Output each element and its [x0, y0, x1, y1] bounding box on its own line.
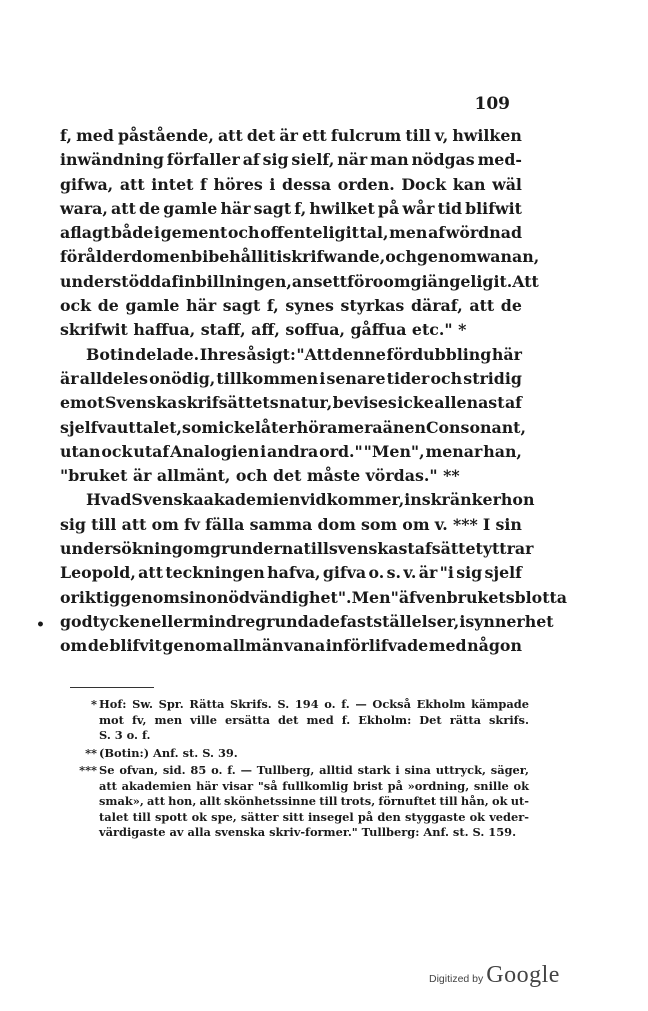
text-line: understödd af inbillningen, ansett för oomgiängeligit. Att: [60, 271, 539, 291]
text-line: godtycken eller mindre grundade fastställelser, i synnerhet: [60, 611, 554, 631]
text-line: sjelfva uttalet, som icke låter höra mera än en Consonant,: [60, 417, 526, 437]
footnote-line: att akademien här visar "så fullkomlig brist på »ordning, snille ok: [99, 778, 529, 793]
footnote-mark: *: [91, 697, 97, 711]
text-line: "bruket är allmänt, och det måste vördas." **: [60, 466, 460, 486]
footnote: [81, 763, 529, 841]
footnote-line: Hof: Sw. Spr. Rätta Skrifs. S. 194 o. f. — Också Ekholm kämpade: [99, 697, 529, 711]
text-line: sig till att om fv fälla samma dom som om v. *** I sin: [60, 514, 522, 534]
watermark-prefix: Digitized by: [429, 973, 484, 985]
footnote-line: smak», att hon, allt skönhetssinne till trots, förnuftet till hån, ok ut-: [99, 794, 529, 808]
text-line: oriktig genom sin onödvändighet". Men "äfven brukets blotta: [60, 587, 568, 607]
footnotes: [81, 697, 529, 841]
text-line: Leopold, att teckningen hafva, gifva o. s. v. är "i sig sjelf: [60, 563, 522, 583]
marginal-mark: •: [36, 617, 45, 633]
text-line: ock de gamle här sagt f, synes styrkas däraf, att de: [60, 296, 522, 316]
text-line: är alldeles onödig, tillkommen i senare tider och stridig: [60, 368, 522, 388]
digitization-watermark: [429, 962, 560, 989]
footnote-line: Se ofvan, sid. 85 o. f. — Tullberg, alltid stark i sina uttryck, säger,: [99, 763, 529, 777]
footnote-divider: [70, 687, 154, 688]
footnote: [81, 697, 529, 744]
footnote-mark: ***: [79, 763, 97, 777]
text-line: gifwa, att intet f höres i dessa orden. Dock kan wäl: [60, 174, 522, 194]
text-line: emot Svenska skrifsättets natur, bevises icke allenast af: [60, 393, 522, 413]
footnote-line: S. 3 o. f.: [99, 728, 151, 742]
text-line: skrifwit haffua, staff, aff, soffua, gåffua etc." *: [60, 320, 467, 340]
footnote-line: mot fv, men ville ersätta det med f. Ekholm: Det rätta skrifs.: [99, 712, 529, 727]
text-line: Botin delade. Ihres åsigt: "Att denne fördubbling här: [86, 344, 522, 364]
text-line: aflagt både i gement och offenteligit tal, men af wördnad: [60, 223, 522, 243]
text-line: Hvad Svenska akademien vidkommer, inskränker hon: [86, 490, 535, 510]
text-line: wara, att de gamle här sagt f, hwilket på wår tid blifwit: [60, 198, 522, 218]
text-line: för ålderdomen bibehållit i skrifwande, och genom wanan,: [60, 247, 540, 267]
page-number: 109: [474, 94, 510, 114]
footnote-mark: **: [85, 745, 97, 760]
text-line: om de blifvit genom allmän vana införlifvade med någon: [60, 636, 522, 656]
footnote-line: (Botin:) Anf. st. S. 39.: [99, 745, 238, 760]
text-line: inwändning förfaller af sig sielf, när man nödgas med-: [60, 150, 522, 170]
footnote-line: värdigaste av alla svenska skriv-former." Tullberg: Anf. st. S. 159.: [99, 825, 517, 839]
text-line: utan ock utaf Analogien i andra ord." "Men", menar han,: [60, 441, 522, 461]
footnote: [81, 746, 529, 762]
watermark-brand: Google: [486, 962, 560, 988]
main-text: [60, 124, 568, 659]
text-line: f, med påstående, att det är ett fulcrum till v, hwilken: [60, 126, 522, 145]
footnote-line: talet till spott ok spe, sätter sitt insegel på den styggaste ok veder-: [99, 809, 529, 824]
text-line: undersökning om grunderna till svenska stafsättet yttrar: [60, 539, 534, 559]
